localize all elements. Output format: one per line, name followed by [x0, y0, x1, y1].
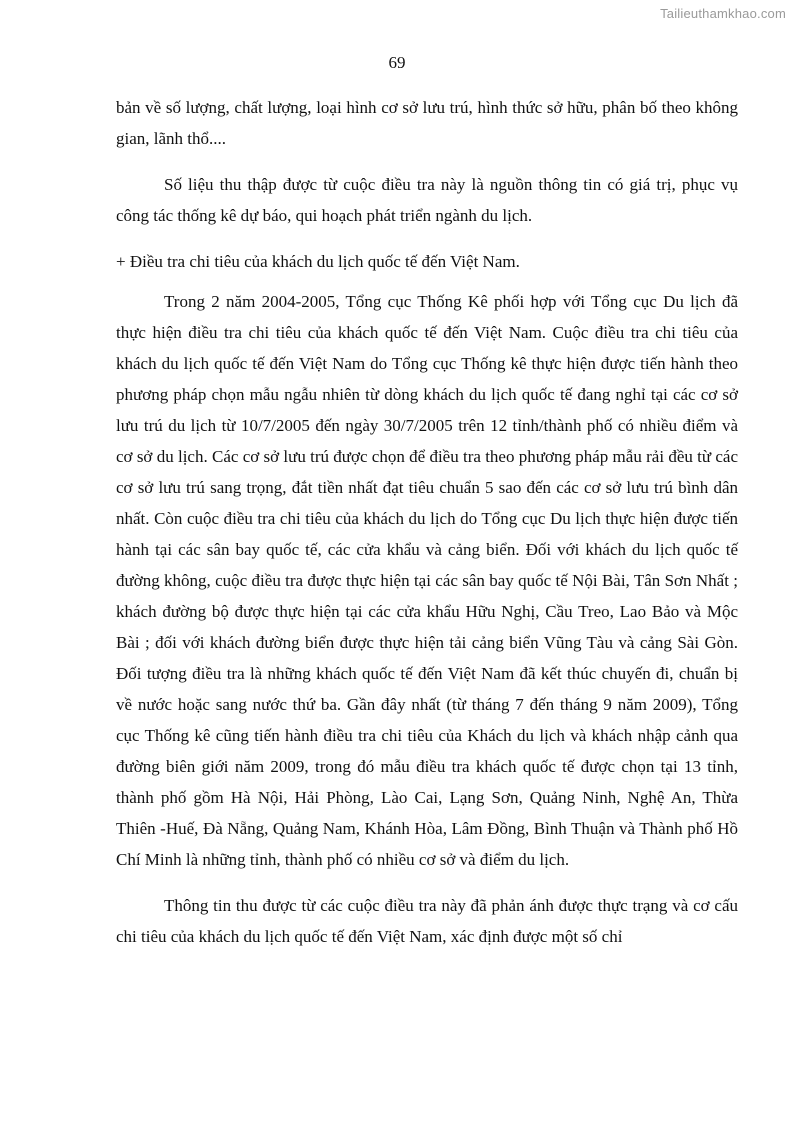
watermark: Tailieuthamkhao.com [660, 6, 786, 21]
bullet-item: + Điều tra chi tiêu của khách du lịch quốc tế đến Việt Nam. [116, 252, 520, 271]
paragraph: Trong 2 năm 2004-2005, Tổng cục Thống Kê phối hợp với Tổng cục Du lịch đã thực hiện điều tra chi tiêu của khách quốc tế đến Việt Nam. Cuộc điều tra chi tiêu của khách du lịch quốc tế đến Việt Nam do Tổng cục Thống kê thực hiện được tiến hành theo phương pháp chọn mẫu ngẫu nhiên từ dòng khách du lịch quốc tế đang nghỉ tại các cơ sở lưu trú du lịch từ 10/7/2005 đến ngày 30/7/2005 trên 12 tỉnh/thành phố có nhiều điểm và cơ sở du lịch. Các cơ sở lưu trú được chọn để điều tra theo phương pháp mẫu rải đều từ các cơ sở lưu trú sang trọng, đắt tiền nhất đạt tiêu chuẩn 5 sao đến các cơ sở lưu trú bình dân nhất. Còn cuộc điều tra chi tiêu của khách du lịch do Tổng cục Du lịch thực hiện được tiến hành tại các sân bay quốc tế, các cửa khẩu và cảng biển. Đối với khách du lịch quốc tế đường không, cuộc điều tra được thực hiện tại các sân bay quốc tế Nội Bài, Tân Sơn Nhất ; khách đường bộ được thực hiện tại các cửa khẩu Hữu Nghị, Cầu Treo, Lao Bảo và Mộc Bài ; đối với khách đường biển được thực hiện tải cảng biển Vũng Tàu và cảng Sài Gòn. Đối tượng điều tra là những khách quốc tế đến Việt Nam đã kết thúc chuyến đi, chuẩn bị về nước hoặc sang nước thứ ba. Gần đây nhất (từ tháng 7 đến tháng 9 năm 2009), Tổng cục Thống kê cũng tiến hành điều tra chi tiêu của Khách du lịch và khách nhập cảnh qua đường biên giới năm 2009, trong đó mẫu điều tra khách quốc tế được chọn tại 13 tỉnh, thành phố gồm Hà Nội, Hải Phòng, Lào Cai, Lạng Sơn, Quảng Ninh, Nghệ An, Thừa Thiên -Huế, Đà Nẵng, Quảng Nam, Khánh Hòa, Lâm Đồng, Bình Thuận và Thành phố Hồ Chí Minh là những tỉnh, thành phố có nhiều cơ sở và điểm du lịch. [116, 292, 738, 869]
page-number: 69 [388, 53, 406, 72]
paragraph: Thông tin thu được từ các cuộc điều tra này đã phản ánh được thực trạng và cơ cấu chi tiêu của khách du lịch quốc tế đến Việt Nam, xác định được một số chỉ [116, 896, 738, 946]
paragraph: Số liệu thu thập được từ cuộc điều tra này là nguồn thông tin có giá trị, phục vụ công tác thống kê dự báo, qui hoạch phát triển ngành du lịch. [116, 175, 738, 225]
paragraph-continuation: bản về số lượng, chất lượng, loại hình cơ sở lưu trú, hình thức sở hữu, phân bố theo không gian, lãnh thổ.... [116, 98, 738, 148]
document-body [116, 92, 738, 967]
